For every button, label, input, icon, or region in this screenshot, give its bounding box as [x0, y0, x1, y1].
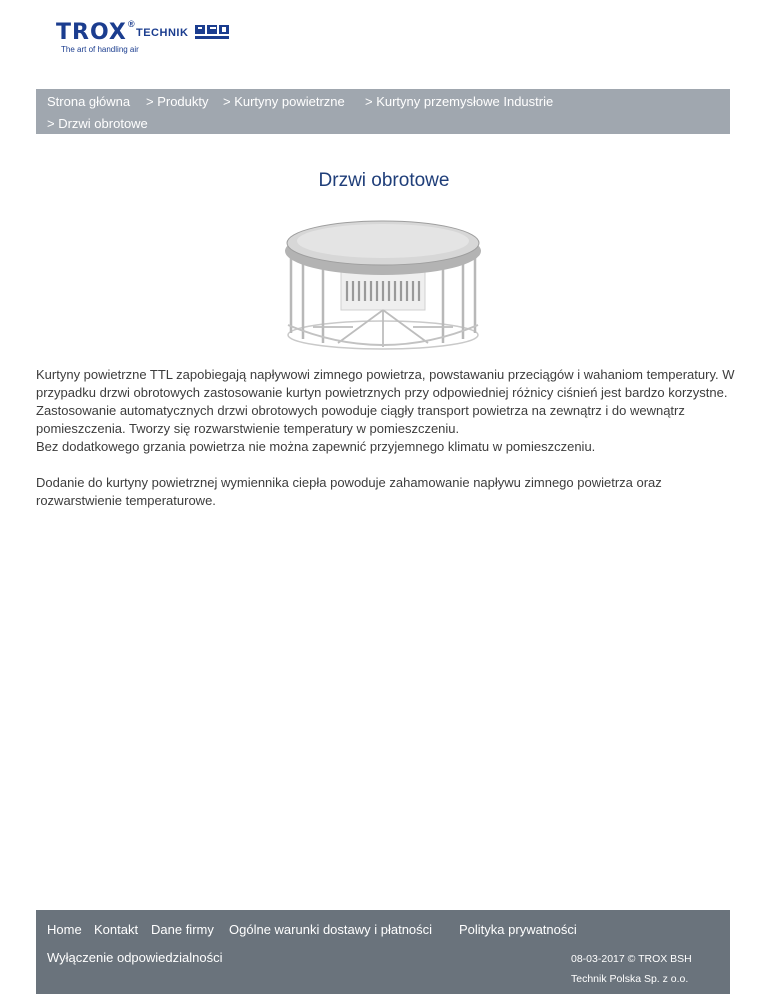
- footer-company: Technik Polska Sp. z o.o.: [571, 973, 689, 985]
- footer-copyright: 08-03-2017 © TROX BSH: [571, 953, 692, 965]
- bsh-logo-icon: [195, 24, 231, 42]
- footer-link-company-data[interactable]: Dane firmy: [151, 922, 214, 937]
- footer-link-privacy[interactable]: Polityka prywatności: [459, 922, 577, 937]
- breadcrumb-revolving-doors[interactable]: > Drzwi obrotowe: [47, 116, 148, 131]
- paragraph-2: Zastosowanie automatycznych drzwi obrotowych powoduje ciągły transport powietrza na zewnątrz i do wewnątrz pomieszczenia. Tworzy się rozwarstwienie temperatury w pomieszczeniu.: [36, 403, 685, 436]
- breadcrumb: [36, 89, 730, 134]
- logo-registered-mark: ®: [128, 19, 135, 29]
- logo-brand: TROX: [56, 20, 127, 45]
- breadcrumb-air-curtains[interactable]: > Kurtyny powietrzne: [223, 94, 345, 109]
- footer: [36, 910, 730, 994]
- description: [36, 366, 736, 510]
- page-title: Drzwi obrotowe: [318, 170, 450, 191]
- logo-tagline: The art of handling air: [61, 45, 139, 54]
- footer-link-contact[interactable]: Kontakt: [94, 922, 139, 937]
- breadcrumb-products[interactable]: > Produkty: [146, 94, 209, 109]
- footer-link-home[interactable]: Home: [47, 922, 82, 937]
- breadcrumb-industrial-curtains[interactable]: > Kurtyny przemysłowe Industrie: [365, 94, 554, 109]
- paragraph-3: Bez dodatkowego grzania powietrza nie można zapewnić przyjemnego klimatu w pomieszczeniu.: [36, 439, 596, 454]
- logo-sub: TECHNIK: [136, 27, 189, 39]
- paragraph-1: Kurtyny powietrzne TTL zapobiegają napływowi zimnego powietrza, powstawaniu przeciągów i wahaniom temperatury. W przypadku drzwi obrotowych zastosowanie kurtyn powietrznych przy odpowiedniej różnicy ciśnień jest bardzo korzystne.: [36, 367, 735, 400]
- footer-link-terms[interactable]: Ogólne warunki dostawy i płatności: [229, 922, 433, 937]
- footer-link-disclaimer[interactable]: Wyłączenie odpowiedzialności: [47, 950, 223, 965]
- paragraph-4: Dodanie do kurtyny powietrznej wymiennika ciepła powoduje zahamowanie napływu zimnego powietrza oraz rozwarstwienie temperaturowe.: [36, 475, 662, 508]
- breadcrumb-home[interactable]: Strona główna: [47, 94, 131, 109]
- revolving-door-illustration: [283, 215, 483, 355]
- trox-logo[interactable]: [56, 20, 236, 56]
